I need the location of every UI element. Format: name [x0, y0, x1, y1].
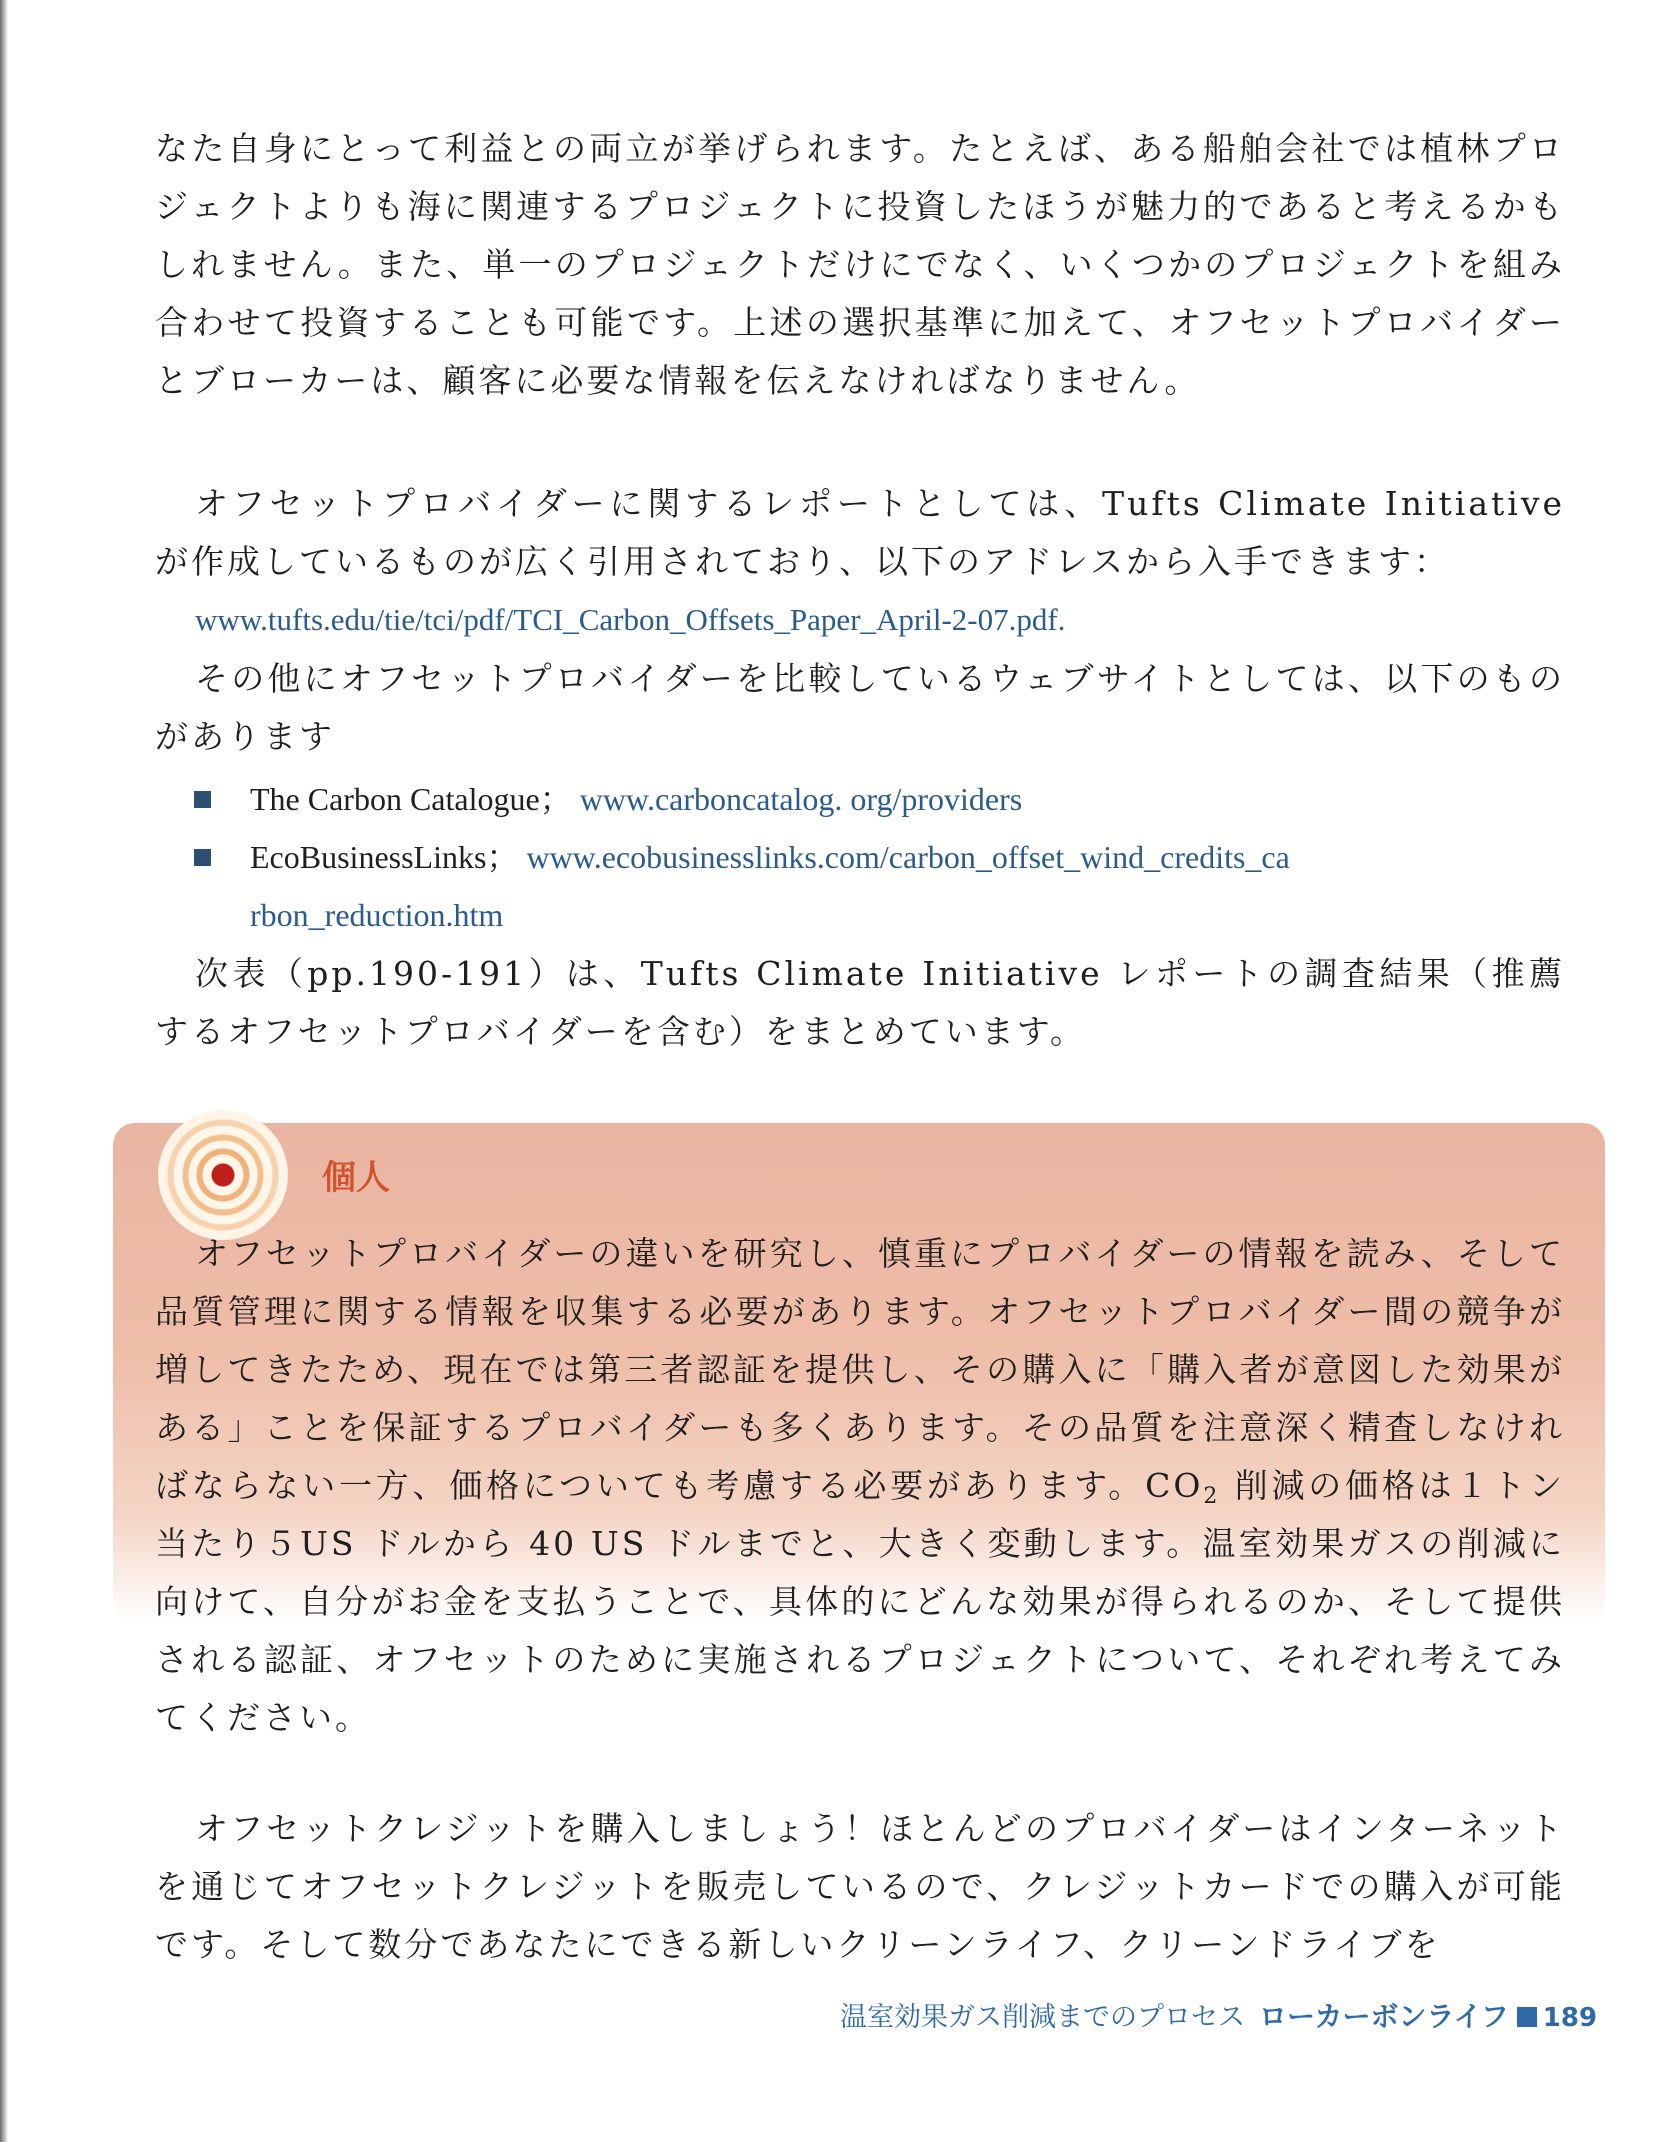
square-bullet-icon [194, 791, 211, 808]
paragraph-4 [155, 945, 1565, 1061]
list-item-name: The Carbon Catalogue [250, 781, 540, 817]
list-item [190, 828, 1570, 944]
square-bullet-icon [194, 849, 211, 866]
list-item-separator: ； [486, 839, 519, 875]
paragraph-3-text: その他にオフセットプロバイダーを比較しているウェブサイトとしては、以下のものがあります [155, 659, 1565, 756]
callout-text-part-2: 削減の価格は１トン当たり５US ドルから 40 US ドルまでと、大きく変動します。温室効果ガスの削減に向けて、自分がお金を支払うことで、具体的にどんな効果が得られるのか、そして提供される認証、オフセットのために実施されるプロジェクトについて、それぞれ考えてみてください。 [155, 1466, 1565, 1737]
provider-list [190, 770, 1570, 944]
paragraph-6-text: オフセットクレジットを購入しましょう！ほとんどのプロバイダーはインターネットを通じてオフセットクレジットを販売しているので、クレジットカードでの購入が可能です。そして数分であなたにできる新しいクリーンライフ、クリーンドライブを [155, 1809, 1565, 1964]
paragraph-2 [155, 475, 1565, 591]
list-item [190, 770, 1570, 828]
list-item-separator: ； [539, 781, 572, 817]
page-number: 189 [1542, 2003, 1598, 2033]
list-item-name: EcoBusinessLinks [250, 839, 487, 875]
footer-section-title: 温室効果ガス削減までのプロセス [840, 2002, 1245, 2033]
callout-label: 個人 [322, 1158, 390, 1198]
paragraph-2-text: オフセットプロバイダーに関するレポートとしては、Tufts Climate Initiative が作成しているものが広く引用されており、以下のアドレスから入手できます： [155, 484, 1565, 581]
paragraph-1: なた自身にとって利益との両立が挙げられます。たとえば、ある船舶会社では植林プロジェクトよりも海に関連するプロジェクトに投資したほうが魅力的であると考えるかもしれません。また、単一のプロジェクトだけにでなく、いくつかのプロジェクトを組み合わせて投資することも可能です。上述の選択基準に加えて、オフセットプロバイダーとブローカーは、顧客に必要な情報を伝えなければなりません。 [155, 129, 1565, 400]
square-bullet-icon [1517, 2007, 1537, 2027]
callout-text [155, 1225, 1565, 1747]
paragraph-3 [155, 650, 1565, 766]
running-footer [840, 1995, 1620, 2035]
list-item-url[interactable]: www.ecobusinesslinks.com/carbon_offset_wind_credits_ca [526, 839, 1290, 875]
footer-book-title: ローカーボンライフ [1259, 2000, 1509, 2033]
list-item-url[interactable]: www.carboncatalog. org/providers [579, 781, 1023, 817]
tufts-report-url[interactable]: www.tufts.edu/tie/tci/pdf/TCI_Carbon_Offsets_Paper_April-2-07.pdf. [195, 602, 1066, 637]
paragraph-6 [155, 1800, 1565, 1974]
list-item-url-continued[interactable]: rbon_reduction.htm [250, 897, 504, 933]
callout-text-part-1: オフセットプロバイダーの違いを研究し、慎重にプロバイダーの情報を読み、そして品質管理に関する情報を収集する必要があります。オフセットプロバイダー間の競争が増してきたため、現在では第三者認証を提供し、その購入に「購入者が意図した効果がある」ことを保証するプロバイダーも多くあります。その品質を注意深く精査しなければならない一方、価格についても考慮する必要があります。CO [155, 1234, 1565, 1505]
target-icon [158, 1110, 288, 1240]
co2-subscript: 2 [1203, 1484, 1221, 1509]
paragraph-4-text: 次表（pp.190-191）は、Tufts Climate Initiative レポートの調査結果（推薦するオフセットプロバイダーを含む）をまとめています。 [155, 954, 1565, 1051]
